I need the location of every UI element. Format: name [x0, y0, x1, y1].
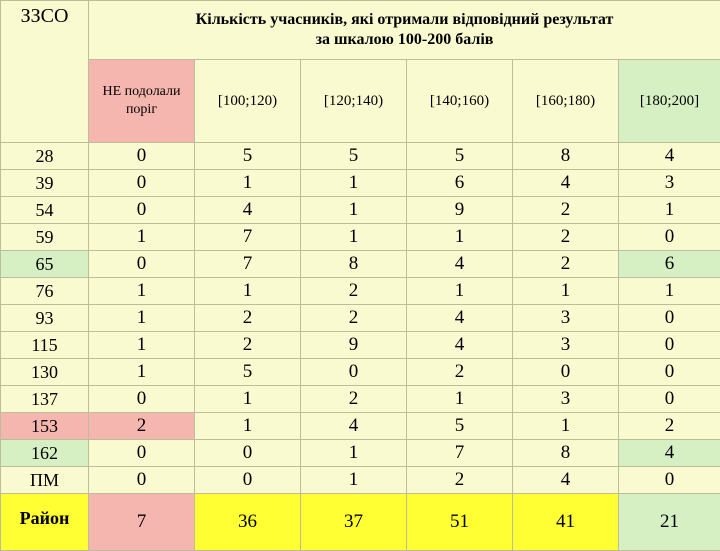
- value-cell: 4: [407, 251, 513, 278]
- total-value-cell: 7: [89, 494, 195, 551]
- header-row-columns: [1, 60, 720, 143]
- value-cell: 1: [513, 413, 619, 440]
- value-cell: 0: [195, 440, 301, 467]
- value-cell: 7: [407, 440, 513, 467]
- value-cell: 0: [195, 467, 301, 494]
- value-cell: 2: [619, 413, 720, 440]
- value-cell: 3: [619, 170, 720, 197]
- column-header-range-140-160: [140;160): [407, 60, 513, 143]
- value-cell: 3: [513, 305, 619, 332]
- value-cell: 1: [301, 197, 407, 224]
- value-cell: 7: [195, 251, 301, 278]
- value-cell: 1: [619, 278, 720, 305]
- total-value-cell: 51: [407, 494, 513, 551]
- value-cell: 4: [619, 440, 720, 467]
- value-cell: 1: [407, 386, 513, 413]
- value-cell: 1: [195, 413, 301, 440]
- value-cell: 6: [407, 170, 513, 197]
- value-cell: 0: [89, 251, 195, 278]
- school-cell: ПМ: [1, 467, 89, 494]
- value-cell: 9: [407, 197, 513, 224]
- school-cell: 115: [1, 332, 89, 359]
- school-cell: 153: [1, 413, 89, 440]
- value-cell: 1: [619, 197, 720, 224]
- table-row: [1, 467, 720, 494]
- table-row: [1, 386, 720, 413]
- value-cell: 6: [619, 251, 720, 278]
- value-cell: 5: [195, 143, 301, 170]
- table-row: [1, 305, 720, 332]
- value-cell: 4: [513, 467, 619, 494]
- table-row: [1, 170, 720, 197]
- value-cell: 0: [89, 440, 195, 467]
- value-cell: 4: [513, 170, 619, 197]
- column-header-range-180-200: [180;200]: [619, 60, 720, 143]
- value-cell: 1: [195, 170, 301, 197]
- school-cell: 65: [1, 251, 89, 278]
- value-cell: 0: [619, 467, 720, 494]
- value-cell: 1: [301, 467, 407, 494]
- value-cell: 1: [89, 332, 195, 359]
- total-row: [1, 494, 720, 551]
- value-cell: 2: [513, 224, 619, 251]
- value-cell: 0: [301, 359, 407, 386]
- value-cell: 4: [301, 413, 407, 440]
- value-cell: 2: [301, 386, 407, 413]
- value-cell: 2: [513, 251, 619, 278]
- total-value-cell: 37: [301, 494, 407, 551]
- value-cell: 0: [619, 332, 720, 359]
- school-cell: 162: [1, 440, 89, 467]
- value-cell: 0: [89, 197, 195, 224]
- table-row: [1, 359, 720, 386]
- value-cell: 5: [407, 413, 513, 440]
- value-cell: 1: [89, 224, 195, 251]
- value-cell: 0: [619, 305, 720, 332]
- value-cell: 8: [513, 143, 619, 170]
- table-row: [1, 440, 720, 467]
- school-cell: 54: [1, 197, 89, 224]
- value-cell: 5: [301, 143, 407, 170]
- value-cell: 3: [513, 386, 619, 413]
- table-row: [1, 251, 720, 278]
- total-label-cell: [1, 494, 89, 551]
- table-title: [89, 1, 720, 60]
- column-header-range-100-120: [100;120): [195, 60, 301, 143]
- school-cell: 28: [1, 143, 89, 170]
- value-cell: 2: [89, 413, 195, 440]
- value-cell: 4: [407, 332, 513, 359]
- school-cell: 39: [1, 170, 89, 197]
- value-cell: 2: [407, 359, 513, 386]
- table-row: [1, 332, 720, 359]
- school-cell: 137: [1, 386, 89, 413]
- column-header-range-120-140: [120;140): [301, 60, 407, 143]
- value-cell: 1: [89, 305, 195, 332]
- value-cell: 1: [301, 170, 407, 197]
- value-cell: 5: [195, 359, 301, 386]
- value-cell: 2: [407, 467, 513, 494]
- value-cell: 4: [195, 197, 301, 224]
- total-label: Район: [1, 508, 88, 529]
- value-cell: 2: [513, 197, 619, 224]
- value-cell: 2: [195, 305, 301, 332]
- value-cell: 1: [89, 359, 195, 386]
- row-header-label: ЗЗСО: [1, 5, 88, 28]
- table-row: [1, 413, 720, 440]
- table-title-line-2: за шкалою 100-200 балів: [89, 30, 720, 50]
- value-cell: 1: [407, 224, 513, 251]
- school-cell: 93: [1, 305, 89, 332]
- column-header-range-160-180: [160;180): [513, 60, 619, 143]
- value-cell: 2: [301, 305, 407, 332]
- value-cell: 8: [513, 440, 619, 467]
- school-cell: 59: [1, 224, 89, 251]
- column-header-not-passed: НЕ подолали поріг: [89, 60, 195, 143]
- total-value-cell: 36: [195, 494, 301, 551]
- value-cell: 9: [301, 332, 407, 359]
- value-cell: 1: [301, 224, 407, 251]
- value-cell: 0: [619, 386, 720, 413]
- school-cell: 76: [1, 278, 89, 305]
- value-cell: 1: [513, 278, 619, 305]
- table-row: [1, 197, 720, 224]
- value-cell: 0: [513, 359, 619, 386]
- table-row: [1, 278, 720, 305]
- value-cell: 7: [195, 224, 301, 251]
- school-cell: 130: [1, 359, 89, 386]
- value-cell: 1: [407, 278, 513, 305]
- value-cell: 0: [619, 224, 720, 251]
- total-value-cell: 21: [619, 494, 720, 551]
- value-cell: 5: [407, 143, 513, 170]
- header-row-title: [1, 1, 720, 60]
- value-cell: 1: [195, 386, 301, 413]
- value-cell: 4: [619, 143, 720, 170]
- value-cell: 1: [301, 440, 407, 467]
- row-header-cell: [1, 1, 89, 143]
- value-cell: 1: [195, 278, 301, 305]
- value-cell: 0: [89, 467, 195, 494]
- table-title-line-1: Кількість учасників, які отримали відповідний результат: [89, 10, 720, 30]
- value-cell: 2: [301, 278, 407, 305]
- table-row: [1, 224, 720, 251]
- value-cell: 2: [195, 332, 301, 359]
- value-cell: 0: [89, 143, 195, 170]
- value-cell: 3: [513, 332, 619, 359]
- value-cell: 4: [407, 305, 513, 332]
- value-cell: 0: [89, 170, 195, 197]
- value-cell: 1: [89, 278, 195, 305]
- value-cell: 0: [619, 359, 720, 386]
- value-cell: 0: [89, 386, 195, 413]
- total-value-cell: 41: [513, 494, 619, 551]
- value-cell: 8: [301, 251, 407, 278]
- table-row: [1, 143, 720, 170]
